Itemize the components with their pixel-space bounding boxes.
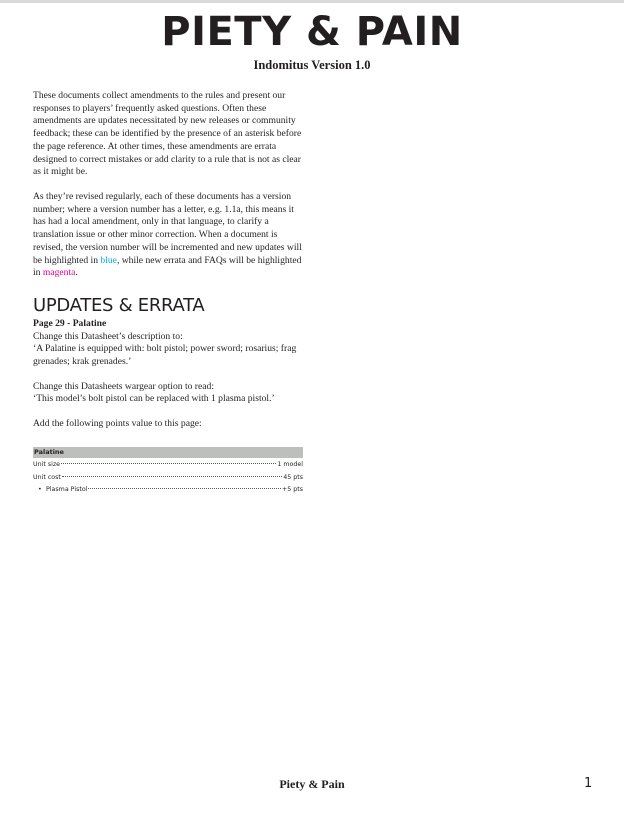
change-1-text: ‘A Palatine is equipped with: bolt pistol; power sword; rosarius; frag grenades; krak grenades.’ xyxy=(33,343,297,367)
page-number: 1 xyxy=(584,776,593,791)
change-1-instruction: Change this Datasheet’s description to: xyxy=(33,330,183,342)
points-row-label: Unit cost xyxy=(33,473,61,481)
section-title-updates-errata: UPDATES & ERRATA xyxy=(33,295,205,316)
points-row-unit-cost xyxy=(33,471,303,484)
change-3-instruction: Add the following points value to this page: xyxy=(33,418,202,429)
magenta-highlight-word: magenta xyxy=(42,267,76,279)
points-row-plasma-pistol xyxy=(33,483,303,496)
errata-block xyxy=(33,318,305,431)
dot-leader xyxy=(62,476,282,477)
points-row-unit-size xyxy=(33,458,303,471)
document-title: PIETY & PAIN xyxy=(161,9,463,55)
page-reference: Page 29 - Palatine xyxy=(33,318,107,329)
bullet-icon: • xyxy=(38,486,42,493)
blue-highlight-word: blue xyxy=(100,254,117,266)
points-row-label: Unit size xyxy=(33,461,61,468)
points-row-value: +5 pts xyxy=(281,486,303,493)
dot-leader xyxy=(61,463,276,464)
footer-title: Piety & Pain xyxy=(279,777,345,791)
change-2-text: ‘This model’s bolt pistol can be replaced with 1 plasma pistol.’ xyxy=(33,393,275,404)
intro-paragraph-2 xyxy=(33,191,303,280)
intro-paragraph-2-text-c: . xyxy=(75,267,78,279)
points-row-value: 45 pts xyxy=(283,473,303,481)
document-subtitle: Indomitus Version 1.0 xyxy=(253,58,371,72)
intro-paragraph-2-text-a: As they’re revised regularly, each of these documents has a version number; where a version number has a letter, e.g. 1.1a, this means it has had a local amendment, only in that language, to clarify a translation issue or other minor correction. When a document is revised, the version number will be incremented and new updates will be highlighted in xyxy=(33,191,302,266)
points-row-value: 1 model xyxy=(277,461,303,468)
change-2-instruction: Change this Datasheets wargear option to read: xyxy=(33,380,214,392)
points-table-header: Palatine xyxy=(33,447,303,458)
intro-paragraph-1: These documents collect amendments to the rules and present our responses to players’ frequently asked questions. Often these amendments are updates necessitated by new releases or community feedback; these can be identified by the presence of an asterisk before the page reference. At other times, these amendments are errata designed to correct mistakes or add clarity to a rule that is not as clear as it might be. xyxy=(33,90,302,178)
points-table xyxy=(33,447,303,496)
intro-paragraph-2-text-b: , while new errata and FAQs will be highlighted in xyxy=(33,254,302,279)
dot-leader xyxy=(88,488,281,489)
top-border xyxy=(0,0,624,3)
points-row-label: Plasma Pistol xyxy=(46,486,88,493)
